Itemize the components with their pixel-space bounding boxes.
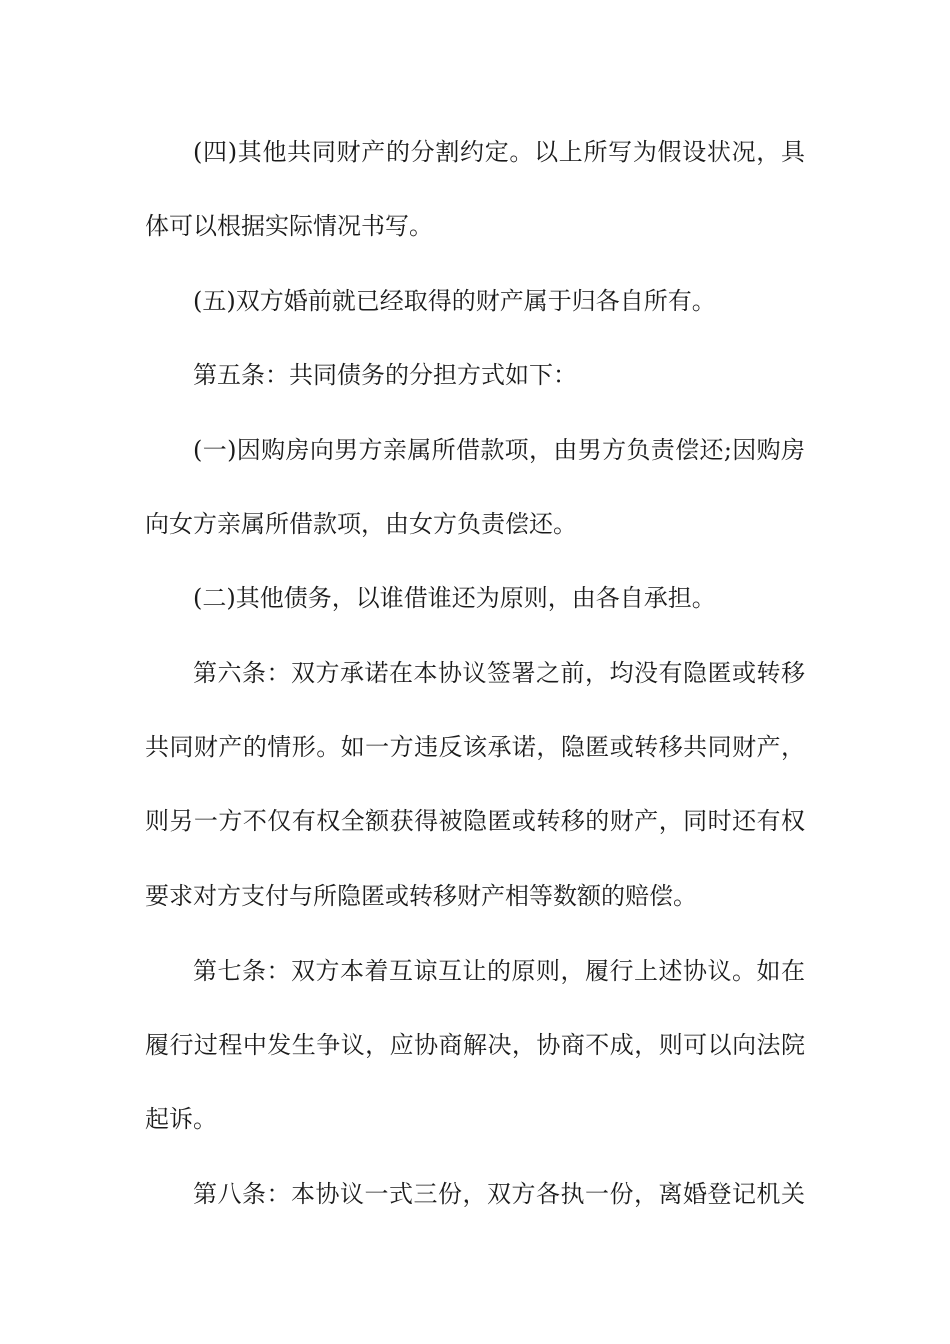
paragraph-line: (二)其他债务，以谁借谁还为原则，由各自承担。: [193, 584, 716, 612]
paragraph-line: 向女方亲属所借款项，由女方负责偿还。: [145, 510, 577, 538]
paragraph-line: 起诉。: [145, 1105, 217, 1133]
paragraph-line: 第七条：双方本着互谅互让的原则，履行上述协议。如在: [193, 957, 805, 985]
paragraph-line: (五)双方婚前就已经取得的财产属于归各自所有。: [193, 287, 716, 315]
paragraph-line: (四)其他共同财产的分割约定。以上所写为假设状况，具: [193, 138, 805, 166]
paragraph-line: 则另一方不仅有权全额获得被隐匿或转移的财产，同时还有权: [145, 807, 805, 835]
paragraph-line: 要求对方支付与所隐匿或转移财产相等数额的赔偿。: [145, 882, 697, 910]
paragraph-line: 第八条：本协议一式三份，双方各执一份，离婚登记机关: [193, 1180, 805, 1208]
paragraph-line: (一)因购房向男方亲属所借款项，由男方负责偿还;因购房: [193, 436, 805, 464]
article-heading: 第五条：共同债务的分担方式如下：: [193, 361, 577, 389]
paragraph-line: 第六条：双方承诺在本协议签署之前，均没有隐匿或转移: [193, 659, 805, 687]
paragraph-line: 共同财产的情形。如一方违反该承诺，隐匿或转移共同财产，: [145, 733, 805, 761]
paragraph-line: 履行过程中发生争议，应协商解决，协商不成，则可以向法院: [145, 1031, 805, 1059]
paragraph-line: 体可以根据实际情况书写。: [145, 212, 433, 240]
